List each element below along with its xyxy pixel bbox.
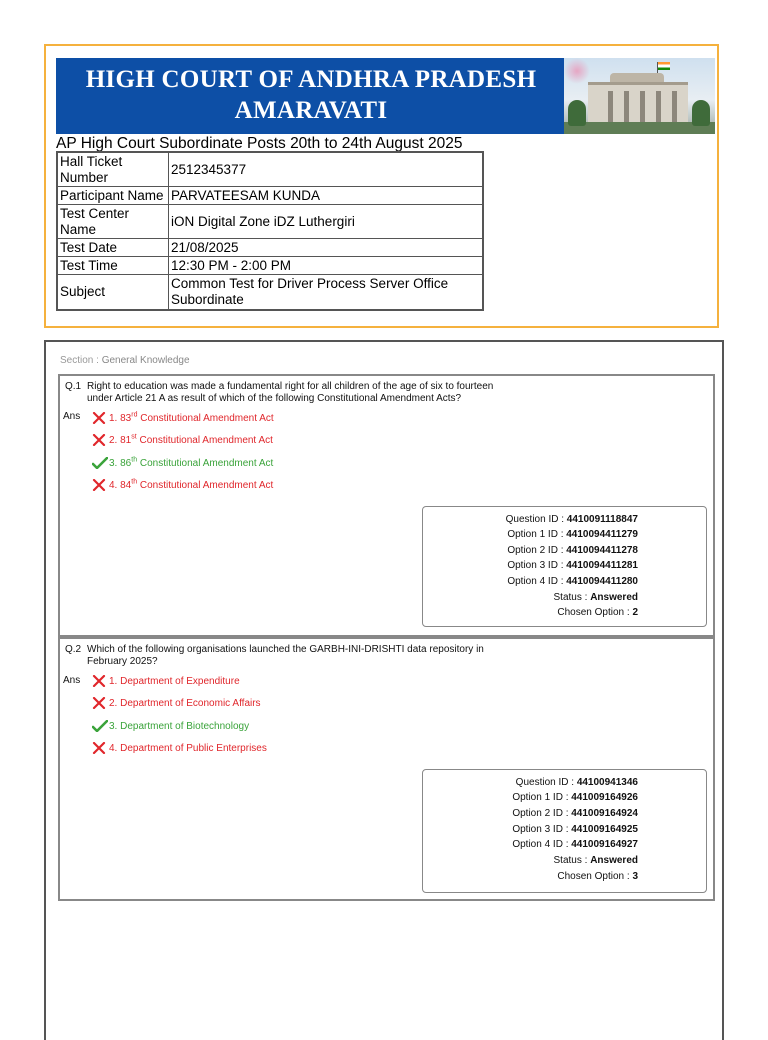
wrong-cross-icon — [92, 742, 106, 754]
candidate-info-table — [56, 151, 484, 311]
info-row-hall-ticket — [57, 152, 483, 187]
info-label: Test Time — [57, 257, 169, 275]
option-2 — [92, 434, 273, 446]
info-value: 21/08/2025 — [169, 239, 484, 257]
meta-question-id: Question ID : 4410091118847 — [505, 514, 638, 525]
building-column — [608, 91, 613, 122]
correct-check-icon — [92, 457, 106, 469]
meta-option2-id: Option 2 ID : 441009164924 — [512, 808, 638, 819]
meta-status: Status : Answered — [553, 855, 638, 866]
section-name: General Knowledge — [101, 355, 190, 366]
question-meta-box — [422, 506, 707, 627]
info-row-test-time — [57, 257, 483, 275]
question-text: Which of the following organisations launched the GARBH-INI-DRISHTI data repository in February 2025? — [87, 644, 484, 667]
exam-title: AP High Court Subordinate Posts 20th to 24th August 2025 — [56, 135, 463, 152]
option-text: 4. 84th Constitutional Amendment Act — [109, 478, 274, 491]
wrong-cross-icon — [92, 697, 106, 709]
question-meta-box — [422, 769, 707, 893]
meta-option1-id: Option 1 ID : 441009164926 — [512, 792, 638, 803]
option-text: 3. 86th Constitutional Amendment Act — [109, 456, 274, 469]
wrong-cross-icon — [92, 675, 106, 687]
question-text: Right to education was made a fundamental right for all children of the age of six to fourteen under Article 21 A as result of which of the following Constitutional Amendment Acts? — [87, 381, 494, 404]
banner-title-line1: HIGH COURT OF ANDHRA PRADESH — [85, 66, 537, 93]
section-label — [60, 355, 190, 366]
tree — [692, 100, 710, 126]
option-4 — [92, 479, 273, 491]
info-label: Hall Ticket Number — [57, 152, 169, 187]
wrong-cross-icon — [92, 434, 106, 446]
building-column — [656, 91, 661, 122]
info-label: Subject — [57, 275, 169, 311]
info-row-test-center — [57, 205, 483, 239]
section-prefix: Section : — [60, 355, 102, 366]
answer-label: Ans — [63, 675, 81, 686]
building-column — [640, 91, 645, 122]
option-1 — [92, 412, 274, 424]
question-text-block — [65, 644, 515, 668]
court-banner — [56, 58, 715, 134]
wrong-cross-icon — [92, 412, 106, 424]
header-card — [44, 44, 719, 328]
question-text-block — [65, 381, 515, 405]
blossom-decoration — [564, 58, 590, 84]
option-text: 1. 83rd Constitutional Amendment Act — [109, 411, 274, 424]
info-row-subject — [57, 275, 483, 311]
info-label: Test Center Name — [57, 205, 169, 239]
banner-title — [56, 64, 566, 126]
option-text: 4. Department of Public Enterprises — [109, 742, 267, 754]
meta-option3-id: Option 3 ID : 4410094411281 — [507, 560, 638, 571]
section-panel — [44, 340, 724, 1040]
option-text: 1. Department of Expenditure — [109, 675, 240, 687]
question-card — [58, 374, 715, 637]
option-text: 2. 81st Constitutional Amendment Act — [109, 433, 273, 446]
option-3 — [92, 457, 273, 469]
meta-option4-id: Option 4 ID : 441009164927 — [512, 839, 638, 850]
info-row-test-date — [57, 239, 483, 257]
info-value: PARVATEESAM KUNDA — [169, 187, 484, 205]
meta-status: Status : Answered — [553, 592, 638, 603]
meta-option4-id: Option 4 ID : 4410094411280 — [507, 576, 638, 587]
info-value: Common Test for Driver Process Server Office Subordinate — [169, 275, 484, 311]
building-column — [672, 91, 677, 122]
question-number: Q.2 — [65, 644, 82, 655]
answer-label: Ans — [63, 411, 81, 422]
india-flag-icon — [658, 62, 670, 70]
info-value: 12:30 PM - 2:00 PM — [169, 257, 484, 275]
option-3 — [92, 720, 249, 732]
option-4 — [92, 742, 267, 754]
question-card — [58, 637, 715, 901]
tree — [568, 100, 586, 126]
option-text: 3. Department of Biotechnology — [109, 720, 250, 732]
meta-option1-id: Option 1 ID : 4410094411279 — [507, 529, 638, 540]
meta-chosen-option: Chosen Option : 2 — [557, 607, 638, 618]
info-row-participant-name — [57, 187, 483, 205]
wrong-cross-icon — [92, 479, 106, 491]
option-2 — [92, 697, 261, 709]
meta-option2-id: Option 2 ID : 4410094411278 — [507, 545, 638, 556]
meta-question-id: Question ID : 44100941346 — [515, 777, 638, 788]
option-text: 2. Department of Economic Affairs — [109, 697, 261, 709]
building-column — [624, 91, 629, 122]
correct-check-icon — [92, 720, 106, 732]
option-1 — [92, 675, 240, 687]
info-label: Test Date — [57, 239, 169, 257]
info-value: iON Digital Zone iDZ Luthergiri — [169, 205, 484, 239]
info-label: Participant Name — [57, 187, 169, 205]
court-building-photo — [564, 58, 715, 134]
banner-title-line2: AMARAVATI — [234, 97, 388, 124]
info-value: 2512345377 — [169, 152, 484, 187]
question-number: Q.1 — [65, 381, 82, 392]
meta-option3-id: Option 3 ID : 441009164925 — [512, 824, 638, 835]
meta-chosen-option: Chosen Option : 3 — [557, 871, 638, 882]
